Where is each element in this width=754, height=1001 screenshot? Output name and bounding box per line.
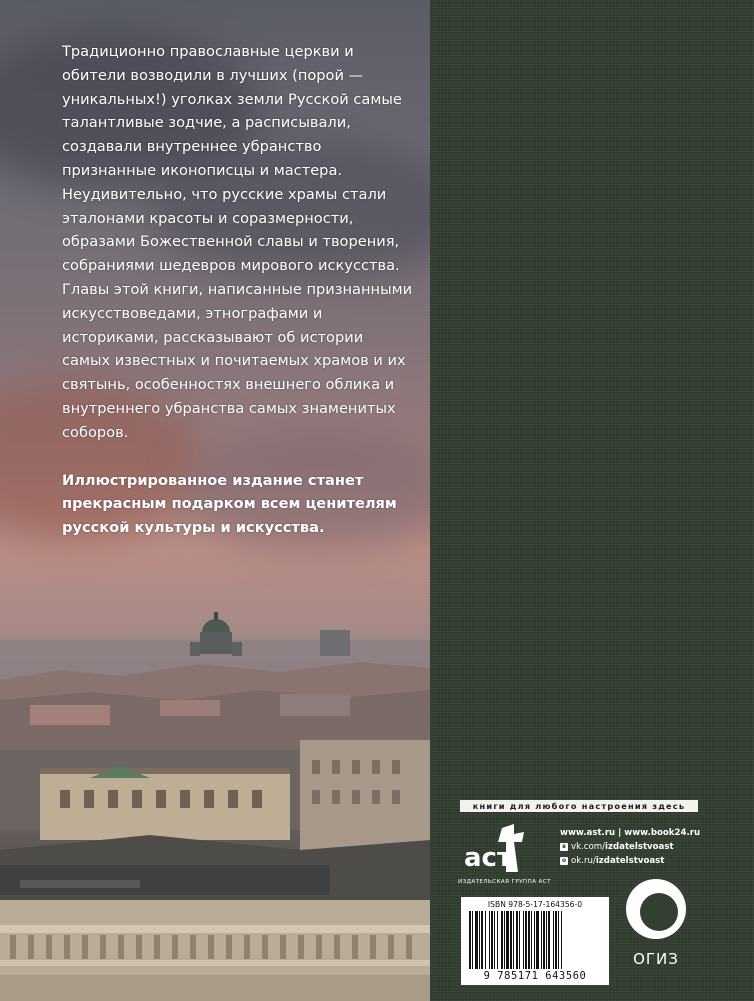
barcode-bar bbox=[504, 911, 505, 969]
barcode-bar bbox=[561, 911, 562, 969]
barcode-bar bbox=[489, 911, 490, 969]
sites-row bbox=[560, 826, 700, 840]
ogiz-logo-icon bbox=[623, 876, 689, 942]
description-text bbox=[62, 40, 414, 540]
barcode-bar bbox=[536, 911, 539, 969]
barcode-bar bbox=[472, 911, 473, 969]
publisher-caption: ИЗДАТЕЛЬСКАЯ ГРУППА АСТ bbox=[458, 879, 551, 885]
vk-row bbox=[560, 840, 700, 854]
barcode-bar bbox=[497, 911, 498, 969]
publisher-links bbox=[560, 826, 700, 868]
barcode-bar bbox=[553, 911, 554, 969]
barcode-bar bbox=[513, 911, 514, 969]
tagline-banner: книги для любого настроения здесь bbox=[460, 800, 698, 812]
barcode-bar bbox=[516, 911, 518, 969]
barcode-bar bbox=[531, 911, 532, 969]
ast-logo-text: аст bbox=[464, 843, 513, 873]
barcode-bar bbox=[494, 911, 495, 969]
description-paragraph-bold: Иллюстрированное издание станет прекрасным подарком всем ценителям русской культуры и искусства. bbox=[62, 471, 397, 537]
barcode-bar bbox=[481, 911, 483, 969]
vk-link[interactable]: vk.com/izdatelstvoast bbox=[571, 842, 674, 852]
ok-row bbox=[560, 854, 700, 868]
barcode-bar bbox=[528, 911, 530, 969]
barcode-bar bbox=[543, 911, 545, 969]
barcode-bar bbox=[485, 911, 486, 969]
ok-icon: о bbox=[561, 857, 567, 864]
barcode-bar bbox=[525, 911, 527, 969]
barcode-bar bbox=[546, 911, 547, 969]
ogiz-label: ОГИЗ bbox=[633, 950, 679, 968]
barcode-bar bbox=[555, 911, 557, 969]
sites-link[interactable]: www.ast.ru | www.book24.ru bbox=[560, 828, 701, 838]
barcode-bar bbox=[558, 911, 559, 969]
barcode-bar bbox=[469, 911, 471, 969]
barcode-bar bbox=[479, 911, 480, 969]
barcode-bar bbox=[523, 911, 524, 969]
barcode-bar bbox=[491, 911, 493, 969]
barcode-digits: 9 785171 643560 bbox=[483, 970, 587, 982]
barcode-bar bbox=[519, 911, 520, 969]
barcode-bar bbox=[501, 911, 503, 969]
vk-icon: в bbox=[560, 843, 568, 851]
barcode-bar bbox=[548, 911, 550, 969]
barcode-icon bbox=[469, 911, 601, 969]
description-paragraph-1: Традиционно православные церкви и обители возводили в лучших (порой — уникальных!) уголках земли Русской самые талантливые зодчие, а расписывали, создавали внутреннее убранство признанные иконописцы и мастера. Неудивительно, что русские храмы стали эталонами красоты и соразмерности, образами Божественной славы и творения, собраниями шедевров мирового искусства. bbox=[62, 43, 402, 275]
barcode-bar bbox=[475, 911, 478, 969]
isbn-text: ISBN 978-5-17-164356-0 bbox=[487, 900, 583, 909]
barcode-bar bbox=[506, 911, 509, 969]
ast-logo-icon bbox=[462, 820, 536, 878]
barcode-box bbox=[461, 897, 609, 985]
barcode-bar bbox=[510, 911, 512, 969]
ok-link[interactable]: ok.ru/izdatelstvoast bbox=[571, 856, 665, 866]
barcode-bar bbox=[541, 911, 542, 969]
barcode-bar bbox=[534, 911, 535, 969]
description-paragraph-2: Главы этой книги, написанные признанными искусствоведами, этнографами и историками, рассказывают об истории самых известных и почитаемых храмов и их святынь, особенностях внешнего облика и внутреннего убранства самых знаменитых соборов. bbox=[62, 280, 413, 441]
